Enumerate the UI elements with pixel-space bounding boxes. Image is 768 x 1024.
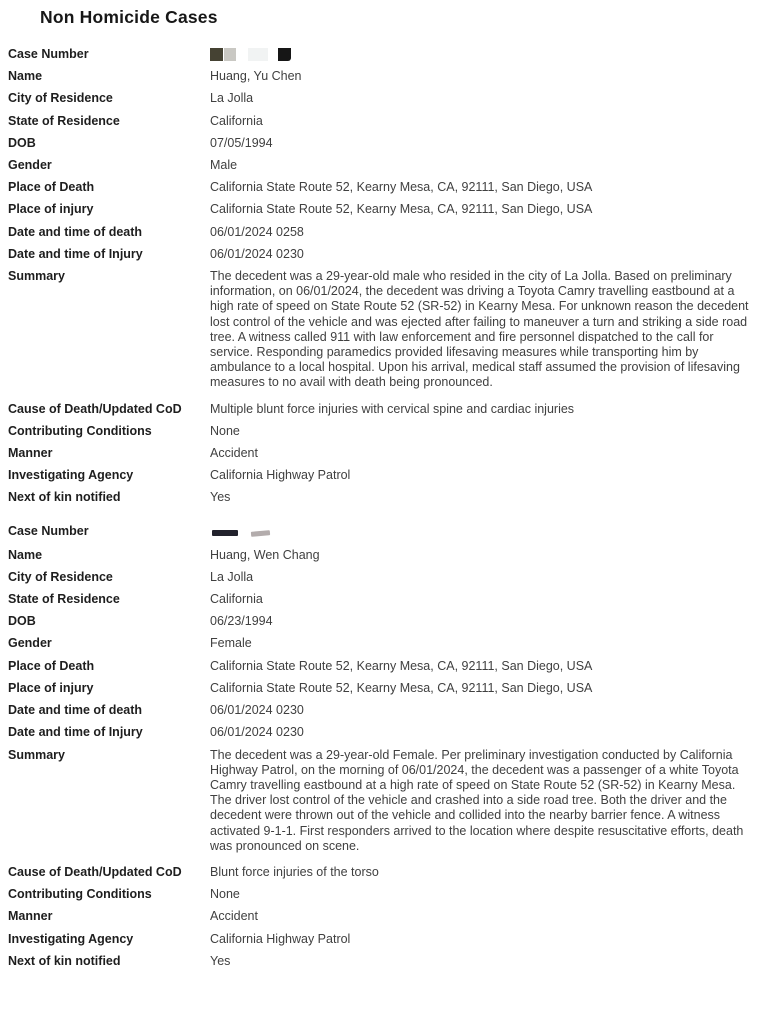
field-row-contributing-conditions <box>8 887 760 902</box>
field-row-city-of-residence <box>8 570 760 585</box>
field-label: Date and time of Injury <box>8 246 143 261</box>
field-row-name <box>8 548 760 563</box>
field-value: California State Route 52, Kearny Mesa, CA, 92111, San Diego, USA <box>210 202 593 217</box>
field-label: DOB <box>8 135 36 150</box>
field-row-case-number <box>8 47 760 62</box>
redaction-box <box>212 530 238 536</box>
field-label: Date and time of Injury <box>8 725 143 740</box>
field-row-place-of-death <box>8 659 760 674</box>
field-row-summary <box>8 269 760 391</box>
field-label: Gender <box>8 636 52 651</box>
field-label: Gender <box>8 158 52 173</box>
field-label: Next of kin notified <box>8 490 121 505</box>
field-value: Yes <box>210 490 231 505</box>
field-row-date-time-death <box>8 703 760 718</box>
field-label: Date and time of death <box>8 703 143 718</box>
field-value: Huang, Wen Chang <box>210 547 320 562</box>
case-record-2 <box>8 524 760 969</box>
field-row-manner <box>8 909 760 924</box>
field-value: Accident <box>210 446 258 461</box>
field-label: Place of injury <box>8 680 94 695</box>
field-value: Huang, Yu Chen <box>210 69 302 84</box>
field-row-place-of-death <box>8 180 760 195</box>
field-value: Female <box>210 636 252 651</box>
redaction-box <box>224 48 236 61</box>
field-row-summary <box>8 748 760 854</box>
field-label: Investigating Agency <box>8 468 134 483</box>
field-value: Accident <box>210 909 258 924</box>
field-label: Case Number <box>8 47 89 61</box>
redaction-box <box>248 48 268 61</box>
redaction-box <box>210 48 223 61</box>
redaction-box <box>251 530 270 537</box>
field-label: State of Residence <box>8 113 120 128</box>
field-label: Next of kin notified <box>8 953 121 968</box>
field-value: 06/23/1994 <box>210 614 273 629</box>
field-label: City of Residence <box>8 91 113 106</box>
field-label: Place of Death <box>8 658 95 673</box>
field-row-place-of-injury <box>8 202 760 217</box>
field-row-cause-of-death <box>8 865 760 880</box>
field-label: City of Residence <box>8 569 113 584</box>
field-label: Summary <box>8 269 65 284</box>
case-number-redaction <box>210 47 760 62</box>
field-value: California State Route 52, Kearny Mesa, CA, 92111, San Diego, USA <box>210 658 593 673</box>
field-label: Case Number <box>8 523 89 538</box>
field-row-next-of-kin <box>8 954 760 969</box>
field-value: 06/01/2024 0230 <box>210 725 304 740</box>
case-record-1 <box>8 47 760 506</box>
field-value: California Highway Patrol <box>210 931 351 946</box>
field-label: Cause of Death/Updated CoD <box>8 864 182 879</box>
field-label: DOB <box>8 614 36 629</box>
field-label: Cause of Death/Updated CoD <box>8 401 182 416</box>
field-row-dob <box>8 136 760 151</box>
field-row-investigating-agency <box>8 932 760 947</box>
field-row-state-of-residence <box>8 114 760 129</box>
field-value: The decedent was a 29-year-old Female. Per preliminary investigation conducted by California Highway Patrol, on the morning of 06/01/2024, the decedent was a passenger of a white Toyota Camry travelling eastbound at a high rate of speed on State Route 52 (SR-52) in Kearny Mesa. The driver lost control of the vehicle and crashed into a side road tree. Both the driver and the decedent were thrown out of the vehicle and collided into the nearby barrier fence. A witness activated 9-1-1. First responders arrived to the location where despite resuscitative efforts, death was pronounced on scene. <box>210 747 744 853</box>
field-row-gender <box>8 636 760 651</box>
field-value: 07/05/1994 <box>210 135 273 150</box>
field-label: Place of injury <box>8 202 94 217</box>
field-value: California State Route 52, Kearny Mesa, CA, 92111, San Diego, USA <box>210 180 593 195</box>
field-row-state-of-residence <box>8 592 760 607</box>
field-value: The decedent was a 29-year-old male who resided in the city of La Jolla. Based on preliminary information, on 06/01/2024, the decedent was driving a Toyota Camry travelling eastbound at a high rate of speed on State Route 52 (SR-52) in Kearny Mesa. For unknown reason the decedent lost control of the vehicle and was ejected after failing to maneuver a turn and striking a side road tree. A witness called 911 with law enforcement and fire personnel dispatched to the call for service. Responding paramedics provided lifesaving measures while transporting him by ambulance to a local hospital. Upon his arrival, medical staff assumed the provision of lifesaving measures to no avail with death being pronounced. <box>210 269 749 390</box>
field-row-contributing-conditions <box>8 424 760 439</box>
field-row-dob <box>8 614 760 629</box>
field-row-investigating-agency <box>8 468 760 483</box>
field-value: California Highway Patrol <box>210 468 351 483</box>
field-row-gender <box>8 158 760 173</box>
field-row-date-time-death <box>8 225 760 240</box>
field-label: Date and time of death <box>8 224 143 239</box>
field-label: Manner <box>8 909 53 924</box>
field-value: 06/01/2024 0230 <box>210 703 304 718</box>
field-value: La Jolla <box>210 91 254 106</box>
field-label: Summary <box>8 747 65 762</box>
field-row-cause-of-death <box>8 402 760 417</box>
field-label: Contributing Conditions <box>8 423 152 438</box>
field-value: California <box>210 592 263 607</box>
field-value: 06/01/2024 0258 <box>210 224 304 239</box>
field-value: Multiple blunt force injuries with cervical spine and cardiac injuries <box>210 401 575 416</box>
field-label: Contributing Conditions <box>8 887 152 902</box>
field-row-city-of-residence <box>8 91 760 106</box>
field-value: 06/01/2024 0230 <box>210 246 304 261</box>
field-value: La Jolla <box>210 569 254 584</box>
field-value: California <box>210 113 263 128</box>
field-value: California State Route 52, Kearny Mesa, CA, 92111, San Diego, USA <box>210 680 593 695</box>
redaction-box <box>278 48 291 61</box>
field-value: None <box>210 423 240 438</box>
field-row-date-time-injury <box>8 725 760 740</box>
field-row-name <box>8 69 760 84</box>
field-label: Manner <box>8 446 53 461</box>
field-row-manner <box>8 446 760 461</box>
field-row-date-time-injury <box>8 247 760 262</box>
field-label: State of Residence <box>8 592 120 607</box>
field-value: Blunt force injuries of the torso <box>210 864 379 879</box>
field-row-case-number <box>8 524 760 541</box>
field-label: Name <box>8 69 43 84</box>
case-number-redaction <box>210 524 760 541</box>
field-label: Investigating Agency <box>8 931 134 946</box>
field-label: Place of Death <box>8 180 95 195</box>
field-row-place-of-injury <box>8 681 760 696</box>
field-value: None <box>210 887 240 902</box>
field-value: Yes <box>210 953 231 968</box>
page-title: Non Homicide Cases <box>40 7 218 27</box>
field-row-next-of-kin <box>8 490 760 505</box>
field-value: Male <box>210 158 238 173</box>
field-label: Name <box>8 547 43 562</box>
